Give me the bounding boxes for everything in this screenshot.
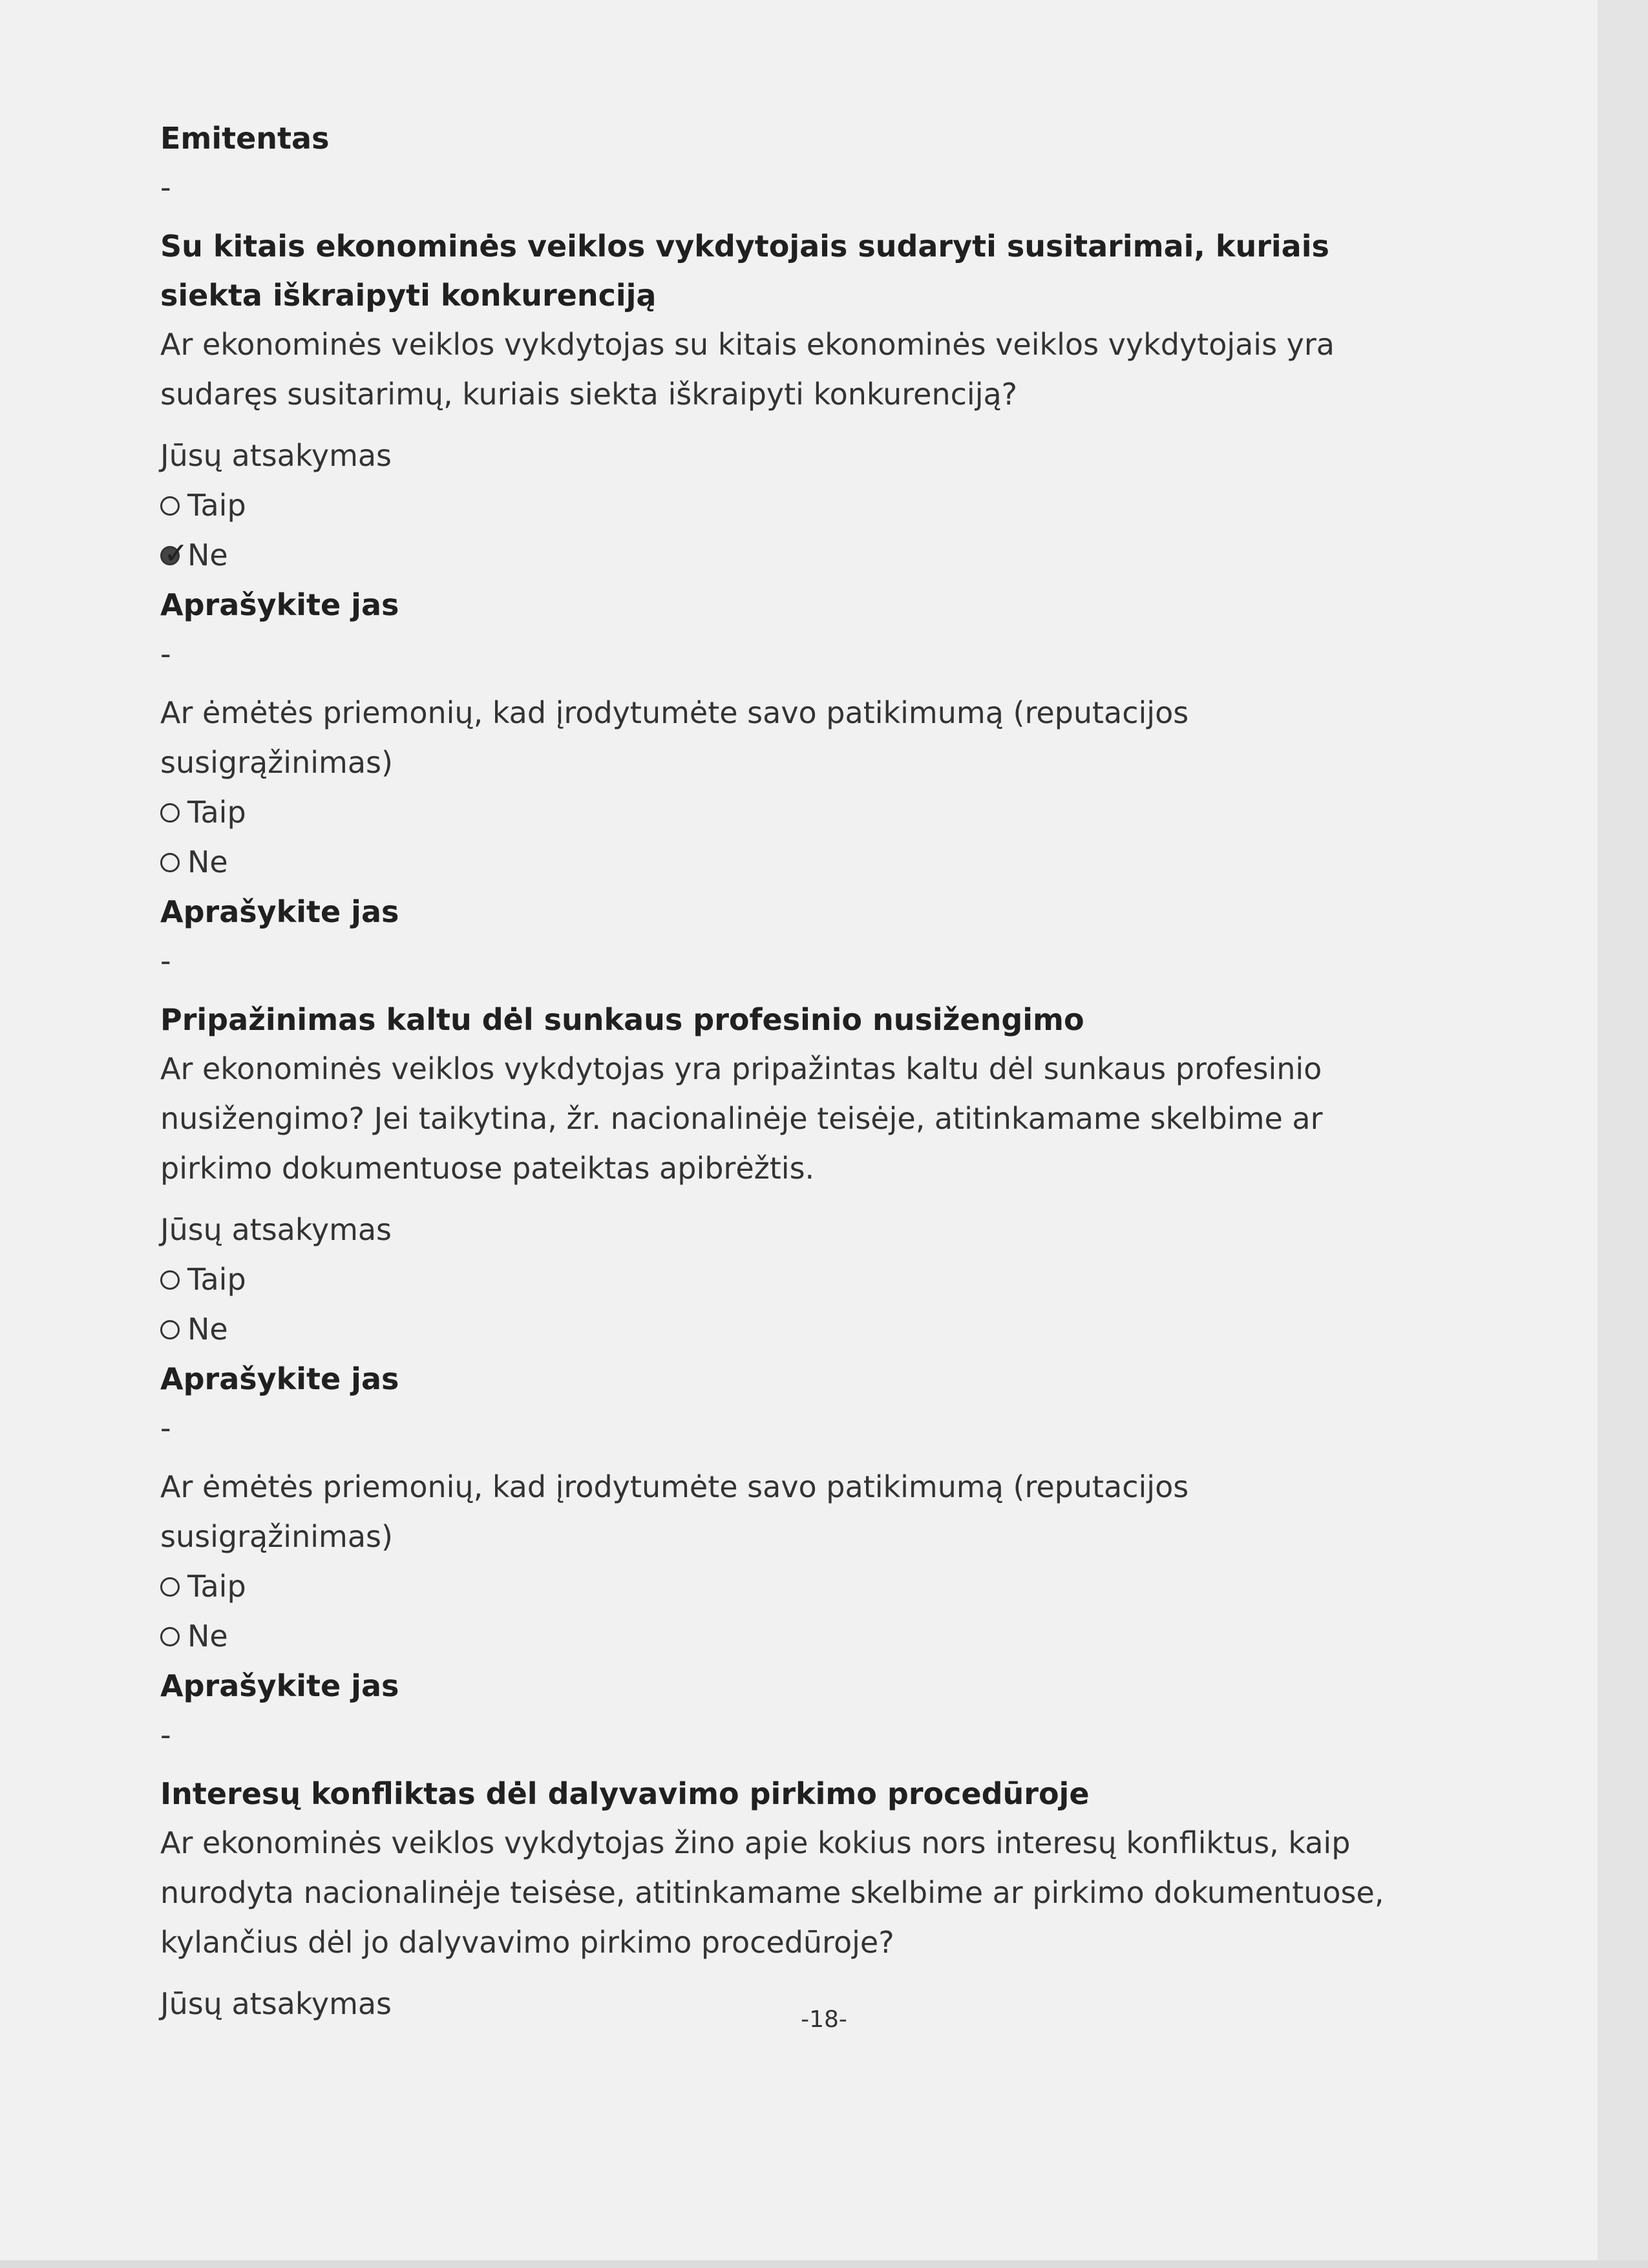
s1-option-no[interactable] [160,530,1492,580]
s1-describe-value: - [160,636,171,671]
radio-icon[interactable] [160,1270,180,1290]
s1-describe-label: Aprašykite jas [160,587,399,622]
radio-icon[interactable] [160,1627,180,1646]
radio-checked-icon[interactable] [160,535,189,571]
s2-option-yes[interactable] [160,1255,1492,1305]
s1-q2-describe-label: Aprašykite jas [160,894,399,929]
s2-q2-line2: susigrąžinimas) [160,1519,393,1554]
s2-describe-value: - [160,1411,171,1445]
s2-q2-option-no-label: Ne [187,1619,228,1654]
s2-q2-option-no[interactable] [160,1612,1492,1661]
s1-q2-line1: Ar ėmėtės priemonių, kad įrodytumėte savo patikimumą (reputacijos [160,695,1189,730]
checkmark-icon: ✓ [164,535,189,571]
s3-answer-label: Jūsų atsakymas [160,1986,392,2021]
s2-q2-line1: Ar ėmėtės priemonių, kad įrodytumėte savo patikimumą (reputacijos [160,1469,1189,1504]
s1-q2-line2: susigrąžinimas) [160,745,393,780]
s2-q2-option-yes[interactable] [160,1562,1492,1612]
s1-q2-option-no-label: Ne [187,845,228,879]
page-number: -18- [801,2006,847,2033]
s1-title-line2: siekta iškraipyti konkurenciją [160,278,657,313]
s2-question-line2: nusižengimo? Jei taikytina, žr. nacionalinėje teisėje, atitinkamame skelbime ar [160,1101,1323,1136]
s1-question-line1: Ar ekonominės veiklos vykdytojas su kitais ekonominės veiklos vykdytojais yra [160,327,1335,362]
s1-option-yes[interactable] [160,481,1492,530]
s2-q2-describe-value: - [160,1717,171,1752]
emitentas-value: - [160,170,171,205]
s3-title: Interesų konfliktas dėl dalyvavimo pirkimo procedūroje [160,1776,1090,1811]
s3-question-line2: nurodyta nacionalinėje teisėse, atitinkamame skelbime ar pirkimo dokumentuose, [160,1875,1384,1910]
radio-icon[interactable] [160,1320,180,1339]
s1-title-line1: Su kitais ekonominės veiklos vykdytojais sudaryti susitarimai, kuriais [160,229,1329,264]
s2-question-line1: Ar ekonominės veiklos vykdytojas yra pripažintas kaltu dėl sunkaus profesinio [160,1051,1322,1086]
s2-option-yes-label: Taip [187,1262,246,1297]
s1-q2-option-yes-label: Taip [187,795,246,830]
s1-option-no-label: Ne [187,538,228,572]
s3-question-line1: Ar ekonominės veiklos vykdytojas žino apie kokius nors interesų konfliktus, kaip [160,1825,1351,1860]
document-body [160,114,1492,2029]
s1-answer-label: Jūsų atsakymas [160,438,392,473]
s2-answer-label: Jūsų atsakymas [160,1212,392,1247]
s2-title: Pripažinimas kaltu dėl sunkaus profesinio nusižengimo [160,1002,1084,1037]
s1-question-line2: sudaręs susitarimų, kuriais siekta iškraipyti konkurenciją? [160,377,1018,412]
s2-describe-label: Aprašykite jas [160,1361,399,1396]
radio-icon[interactable] [160,496,180,516]
s2-option-no-label: Ne [187,1312,228,1347]
s3-question-line3: kylančius dėl jo dalyvavimo pirkimo procedūroje? [160,1925,894,1960]
s1-option-yes-label: Taip [187,488,246,523]
s1-q2-option-yes[interactable] [160,788,1492,837]
emitentas-heading: Emitentas [160,121,330,156]
s2-option-no[interactable] [160,1305,1492,1354]
scan-bottom-edge [0,2260,1648,2268]
s2-q2-option-yes-label: Taip [187,1569,246,1604]
radio-icon[interactable] [160,803,180,823]
s1-q2-option-no[interactable] [160,837,1492,887]
radio-icon[interactable] [160,1577,180,1597]
radio-icon[interactable] [160,853,180,872]
s2-q2-describe-label: Aprašykite jas [160,1668,399,1703]
s2-question-line3: pirkimo dokumentuose pateiktas apibrėžtis. [160,1151,815,1186]
scan-edge [1598,0,1648,2268]
s1-q2-describe-value: - [160,943,171,978]
